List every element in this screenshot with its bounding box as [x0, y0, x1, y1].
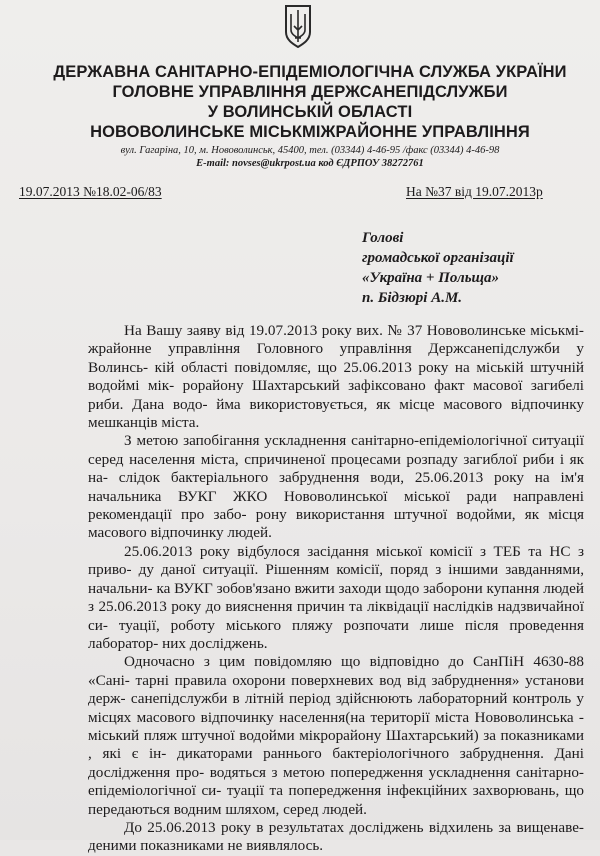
outgoing-reference: 19.07.2013 №18.02-06/83 [19, 184, 162, 199]
body-line: пляж штучної водойми мікрорайону Шахтарський) за показниками , які є ін- [88, 726, 585, 763]
body-line: На Вашу заяву від 19.07.2013 року вих. № 37 Нововолинське міськмі- [124, 322, 584, 339]
contact-details [60, 144, 560, 170]
body-paragraph [88, 543, 584, 653]
body-line: шляхом, серед людей. [225, 800, 367, 818]
body-line: ВУКГ ЖКО Нововолинської міської ради направлені рекомендації про забо- [88, 487, 584, 524]
body-line: жрайонне управління Головного управління Держсанепідслужби у Волинсь- [88, 340, 584, 376]
body-line: йма використовується, як місце масового відпочинку мешканців міста. [88, 395, 585, 432]
org-line-3: У ВОЛИНСЬКІЙ ОБЛАСТІ [207, 103, 413, 121]
body-line: З метою запобігання ускладнення санітарно-епідеміологічної ситуації [124, 432, 584, 450]
body-line: них досліджень. [162, 634, 268, 652]
incoming-reference: На №37 від 19.07.2013р [406, 184, 543, 199]
body-paragraph [88, 653, 584, 819]
email-line: E-mail: novses@ukrpost.ua код ЄДРПОУ 38272761 [196, 158, 424, 169]
body-line: 25.06.2013 року до вияснення причин та ліквідації наслідків надзвичайної си- [88, 598, 584, 634]
body-paragraph [88, 432, 584, 542]
body-line: слідок бактеріального забруднення води, 25.06.2013 року на ім'я начальника [88, 469, 585, 505]
body-line: санепідслужби в літній період здійснюють лабораторний контроль у місцях [88, 690, 585, 726]
org-line-2: ГОЛОВНЕ УПРАВЛІННЯ ДЕРЖСАНЕПІДСЛУЖБИ [112, 83, 508, 101]
org-line-1: ДЕРЖАВНА САНІТАРНО-ЕПІДЕМІОЛОГІЧНА СЛУЖБА УКРАЇНИ [53, 63, 567, 81]
body-line: Одночасно з цим повідомляю що відповідно до СанПіН 4630-88 «Сані- [88, 653, 584, 689]
body-line: туації та попередження інфекційних захворювань, що передаються водним [88, 782, 584, 818]
recipient-line: громадської організації [362, 250, 514, 266]
body-line: масового відпочинку населення(на території міста Нововолинська - міський [88, 708, 584, 744]
body-line: рону використання штучної водойми, як місця масового відпочинку людей. [88, 506, 584, 542]
body-line: До 25.06.2013 року в результатах досліджень відхилень за вищенаве- [124, 818, 584, 836]
recipient-line: «Україна + Польща» [362, 270, 500, 286]
postal-address-line: вул. Гагаріна, 10, м. Нововолинськ, 45400, тел. (03344) 4-46-95 /факс (03344) 4-46-98 [120, 145, 500, 156]
body-line: ду даної ситуації. Рішенням комісії, поряд з іншими завданнями, начальни- [88, 561, 585, 597]
recipient-line: Голові [362, 230, 404, 246]
body-line: туації, роботу міського пляжу розпочати лише після проведення лаборатор- [88, 616, 585, 652]
body-paragraph [88, 819, 584, 856]
tryzub-coat-of-arms-icon [283, 4, 313, 48]
body-line: водяться з метою попередження ускладнення санітарно-епідеміологічної си- [88, 763, 584, 800]
recipient-line: п. Бідзюрі А.М. [362, 290, 463, 306]
org-line-4: НОВОВОЛИНСЬКЕ МІСЬКМІЖРАЙОННЕ УПРАВЛІННЯ [90, 123, 530, 141]
recipient-block [362, 228, 592, 308]
body-line: тарні правила охорони поверхневих вод від забруднення» установи держ- [88, 671, 584, 708]
body-line: 25.06.2013 року відбулося засідання міської комісії з ТЕБ та НС з приво- [88, 542, 584, 579]
body-line: серед населення міста, спричиненої процесами розпаду загиблої риби і як на- [88, 450, 584, 487]
body-paragraph [88, 322, 584, 432]
body-line: деними показниками не виявлялось. [88, 837, 324, 855]
body-line: дикаторами раннього бактеріологічного забруднення. Дані дослідження про- [88, 745, 584, 781]
organization-header [40, 62, 580, 142]
letter-body [88, 322, 584, 856]
body-line: кій області повідомляє, що 25.06.2013 року на міській штучній водоймі мік- [88, 358, 584, 395]
body-line: ка ВУКГ зобов'язано вжити заходи щодо заборони купання людей з [88, 579, 584, 616]
body-line: рорайону Шахтарський зафіксовано факт масової загибелі риби. Дана водо- [88, 377, 584, 413]
